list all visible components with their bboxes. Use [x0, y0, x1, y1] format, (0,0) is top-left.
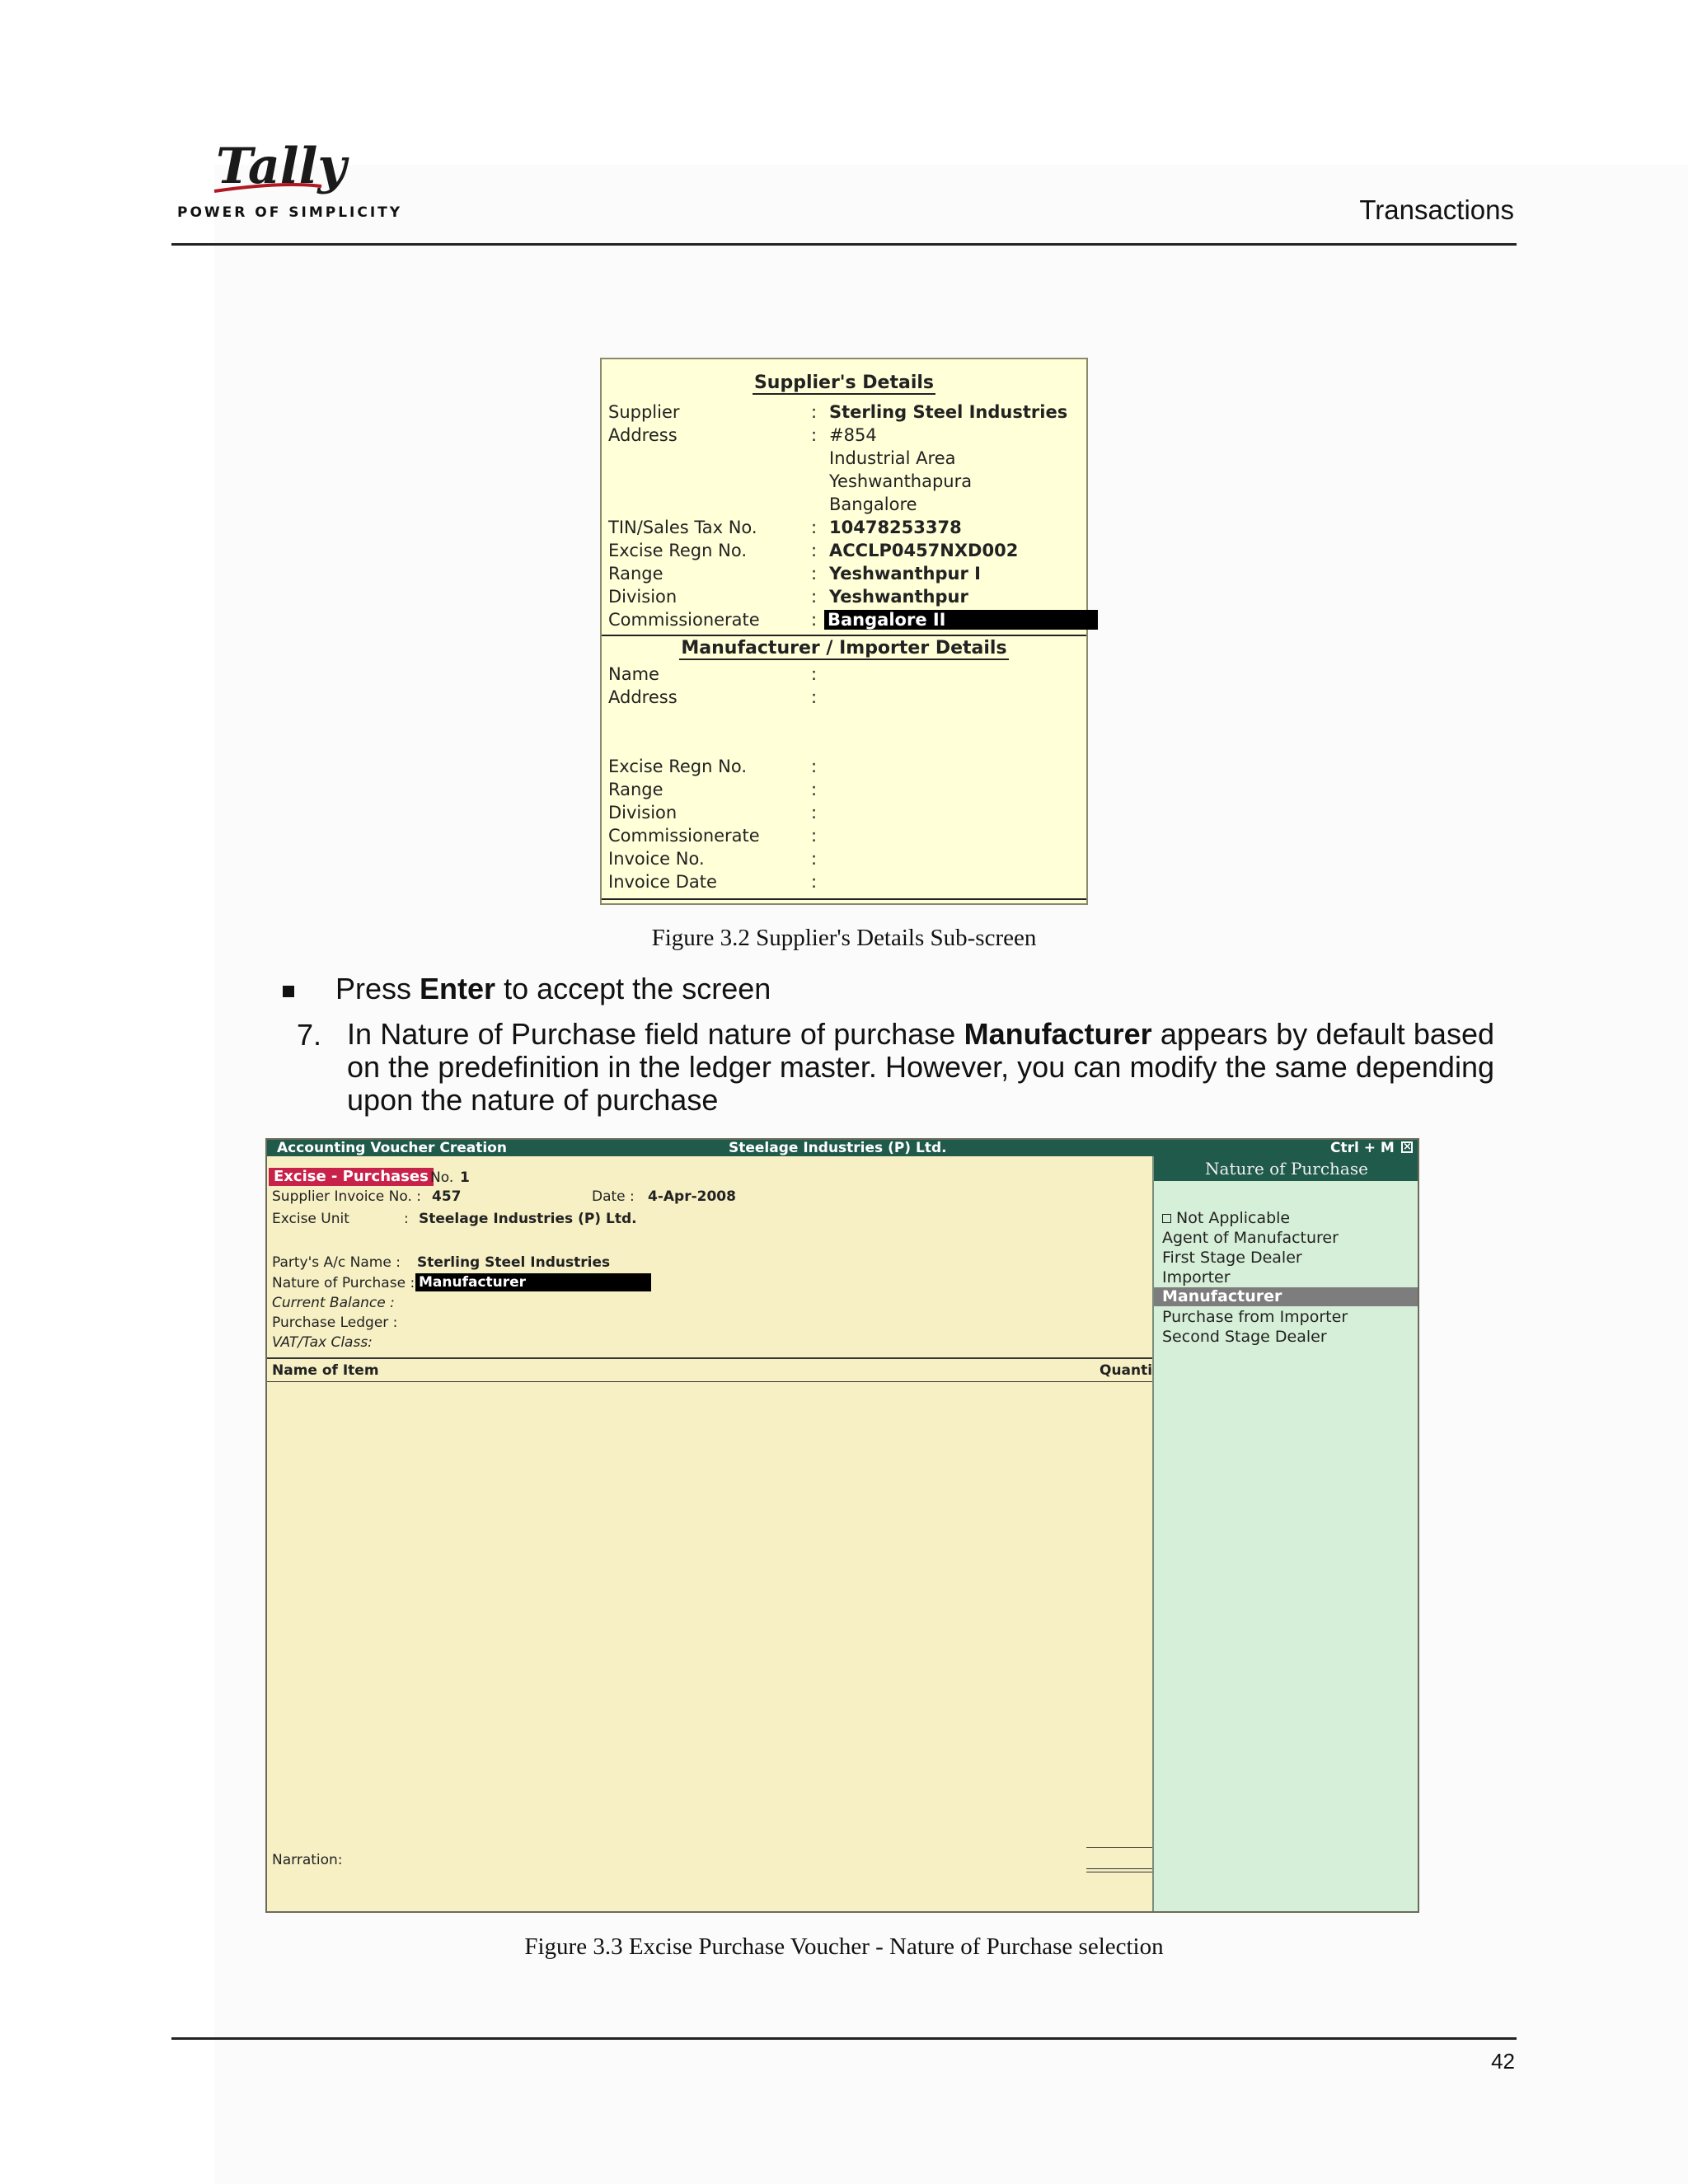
shortcut-label: Ctrl + M	[1330, 1140, 1395, 1156]
bottom-divider	[602, 898, 1086, 900]
field-label: Invoice No.	[608, 849, 705, 869]
list-option[interactable]	[1162, 1249, 1302, 1267]
field-colon: :	[811, 518, 818, 537]
figure-3-2-caption: Figure 3.2 Supplier's Details Sub-screen	[651, 925, 1037, 951]
list-title: Nature of Purchase	[1154, 1156, 1419, 1181]
voucher-no-value[interactable]: 1	[460, 1169, 470, 1186]
section-divider	[602, 635, 1086, 636]
field-colon: :	[811, 564, 818, 583]
field-value[interactable]: Yeshwanthpur	[829, 587, 968, 607]
field-colon: :	[811, 826, 818, 846]
manufacturer-row[interactable]	[608, 872, 1083, 894]
field-colon: :	[811, 541, 818, 560]
supplier-details-screen	[600, 358, 1088, 905]
field-label: Commissionerate	[608, 826, 760, 846]
excise-unit-colon: :	[404, 1211, 409, 1227]
field-value[interactable]: 10478253378	[829, 518, 962, 537]
supplier-invoice-label: Supplier Invoice No. :	[272, 1188, 421, 1205]
supplier-row	[608, 518, 1083, 540]
list-option-label: Agent of Manufacturer	[1162, 1229, 1339, 1247]
list-option-label: Not Applicable	[1176, 1209, 1291, 1227]
field-value[interactable]: Yeshwanthapura	[829, 471, 973, 491]
list-option-label: First Stage Dealer	[1162, 1249, 1302, 1267]
manufacturer-row[interactable]	[608, 687, 1083, 710]
field-colon: :	[811, 402, 818, 422]
vat-class-label: VAT/Tax Class:	[272, 1334, 373, 1351]
purchase-ledger-label: Purchase Ledger :	[272, 1315, 398, 1331]
field-label: Range	[608, 780, 663, 799]
section-title: Transactions	[1359, 194, 1514, 225]
figure-3-3-caption: Figure 3.3 Excise Purchase Voucher - Nature of Purchase selection	[524, 1933, 1164, 1960]
date-value[interactable]: 4-Apr-2008	[648, 1188, 736, 1205]
close-icon[interactable]: ×	[1403, 1141, 1412, 1153]
voucher-type-badge[interactable]: Excise - Purchases	[269, 1168, 434, 1186]
table-header-top-rule	[267, 1357, 1152, 1359]
screen-title: Accounting Voucher Creation	[277, 1140, 507, 1156]
supplier-details-heading: Supplier's Details	[753, 373, 935, 393]
field-value[interactable]: ACCLP0457NXD002	[829, 541, 1019, 560]
field-label: Range	[608, 564, 663, 583]
supplier-row	[608, 494, 1083, 517]
party-name-label: Party's A/c Name :	[272, 1254, 401, 1271]
col-quantity: Quanti	[1100, 1362, 1153, 1379]
field-value[interactable]: Sterling Steel Industries	[829, 402, 1068, 422]
field-value[interactable]: Industrial Area	[829, 448, 956, 468]
manufacturer-row[interactable]	[608, 757, 1083, 779]
supplier-row	[608, 541, 1083, 563]
field-label: Excise Regn No.	[608, 757, 747, 776]
nature-of-purchase-label: Nature of Purchase :	[272, 1275, 415, 1291]
field-label: Address	[608, 687, 678, 707]
current-balance-label: Current Balance :	[272, 1295, 395, 1311]
list-option[interactable]	[1162, 1209, 1290, 1227]
field-value[interactable]: Bangalore	[829, 494, 917, 514]
field-label: Excise Regn No.	[608, 541, 747, 560]
list-option-label: Purchase from Importer	[1162, 1308, 1348, 1326]
field-value[interactable]: #854	[829, 425, 877, 445]
supplier-row	[608, 564, 1083, 586]
list-option-label: Importer	[1162, 1268, 1231, 1286]
field-label: Name	[608, 664, 659, 684]
supplier-row	[608, 471, 1083, 494]
excise-unit-label: Excise Unit	[272, 1211, 349, 1227]
supplier-row	[608, 402, 1083, 424]
supplier-invoice-value[interactable]: 457	[432, 1188, 462, 1205]
nature-of-purchase-list	[1152, 1156, 1419, 1913]
excise-unit-value[interactable]: Steelage Industries (P) Ltd.	[419, 1211, 637, 1227]
party-name-value[interactable]: Sterling Steel Industries	[417, 1254, 611, 1271]
footer-rule	[171, 2037, 1517, 2040]
manufacturer-details-heading: Manufacturer / Importer Details	[681, 638, 1007, 658]
excise-purchase-voucher-screen	[265, 1138, 1419, 1913]
field-colon: :	[811, 425, 818, 445]
field-colon: :	[811, 664, 818, 684]
total-rule-1	[1086, 1847, 1152, 1848]
logo-tagline: POWER OF SIMPLICITY	[177, 204, 403, 221]
field-label: Supplier	[608, 402, 680, 422]
supplier-row	[608, 425, 1083, 448]
manufacturer-row[interactable]	[608, 664, 1083, 687]
step-text: In Nature of Purchase field nature of purchase Manufacturer appears by default based on the predefinition in the ledger master. However, you can modify the same depending upon the nature of purchase	[347, 1017, 1494, 1117]
list-option[interactable]	[1162, 1308, 1348, 1326]
supplier-row	[608, 587, 1083, 609]
checkbox-icon	[1162, 1214, 1171, 1223]
manufacturer-row[interactable]	[608, 803, 1083, 825]
field-label: Invoice Date	[608, 872, 717, 892]
manufacturer-row[interactable]	[608, 849, 1083, 871]
commissionerate-input[interactable]: Bangalore II	[824, 610, 1098, 630]
field-value[interactable]: Yeshwanthpur I	[829, 564, 981, 583]
field-label: Division	[608, 587, 678, 607]
total-rule-2	[1086, 1868, 1152, 1869]
list-option[interactable]	[1162, 1229, 1339, 1247]
nature-of-purchase-field[interactable]: Manufacturer	[415, 1273, 651, 1291]
manufacturer-row[interactable]	[608, 826, 1083, 848]
list-option[interactable]	[1162, 1268, 1231, 1286]
header-rule	[171, 243, 1517, 246]
field-colon: :	[811, 610, 818, 630]
field-colon: :	[811, 849, 818, 869]
page-number: 42	[1491, 2049, 1515, 2074]
field-label: Division	[608, 803, 678, 823]
voucher-title-bar	[267, 1140, 1418, 1156]
field-colon: :	[811, 687, 818, 707]
list-option-label: Second Stage Dealer	[1162, 1328, 1327, 1346]
field-label: Commissionerate	[608, 610, 760, 630]
supplier-row	[608, 448, 1083, 471]
bullet-text: Press Enter to accept the screen	[335, 972, 771, 1005]
voucher-no-label: No.	[430, 1169, 454, 1186]
field-label: Address	[608, 425, 678, 445]
supplier-row	[608, 610, 1083, 632]
narration-label: Narration:	[272, 1852, 343, 1868]
list-option[interactable]	[1162, 1328, 1327, 1346]
field-colon: :	[811, 757, 818, 776]
table-header-bottom-rule	[267, 1381, 1152, 1382]
step-number: 7.	[297, 1018, 322, 1052]
field-colon: :	[811, 780, 818, 799]
company-name: Steelage Industries (P) Ltd.	[729, 1140, 947, 1156]
svg-text:Tally: Tally	[216, 138, 347, 195]
list-option-label: Manufacturer	[1162, 1287, 1282, 1305]
field-colon: :	[811, 872, 818, 892]
col-name-of-item: Name of Item	[272, 1362, 379, 1379]
field-colon: :	[811, 587, 818, 607]
bullet-marker	[283, 986, 294, 997]
manufacturer-row[interactable]	[608, 780, 1083, 802]
field-label: TIN/Sales Tax No.	[608, 518, 757, 537]
date-label: Date :	[592, 1188, 635, 1205]
field-colon: :	[811, 803, 818, 823]
list-option[interactable]	[1154, 1287, 1419, 1306]
